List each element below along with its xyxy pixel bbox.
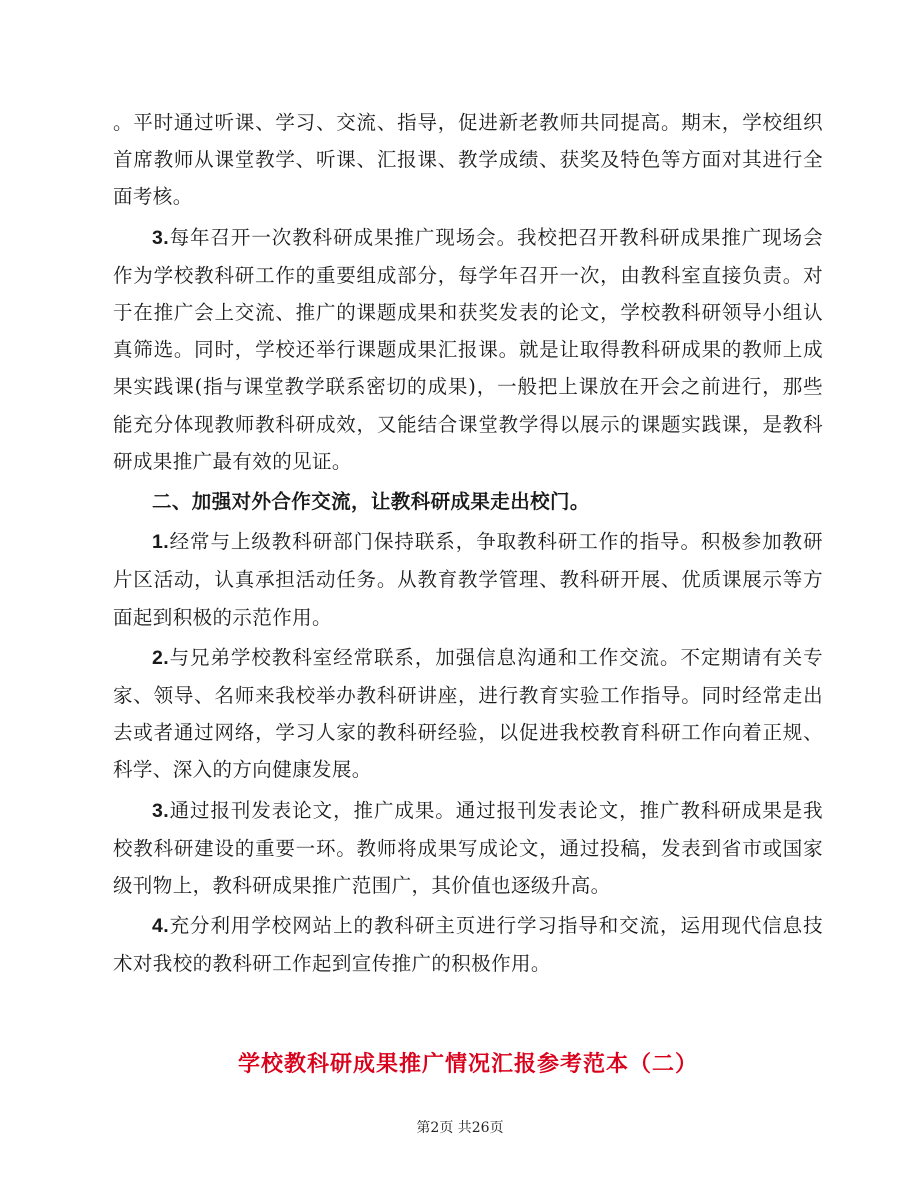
item-number: 2. — [152, 646, 170, 669]
paragraph-text: 。平时通过听课、学习、交流、指导，促进新老教师共同提高。期末，学校组织首席教师从课堂教学、听课、汇报课、教学成绩、获奖及特色等方面对其进行全面考核。 — [113, 111, 823, 209]
paragraph-text: 经常与上级教科研部门保持联系，争取教科研工作的指导。积极参加教研片区活动，认真承担活动任务。从教育教学管理、教科研开展、优质课展示等方面起到积极的示范作用。 — [113, 530, 823, 629]
paragraph-item-4-website — [113, 907, 823, 982]
paragraph-item-3-publishing — [113, 792, 823, 905]
paragraph-text: 充分利用学校网站上的教科研主页进行学习指导和交流，运用现代信息技术对我校的教科研工作起到宣传推广的积极作用。 — [113, 914, 823, 976]
paragraph-text: 每年召开一次教科研成果推广现场会。我校把召开教科研成果推广现场会作为学校教科研工作的重要组成部分，每学年召开一次，由教科室直接负责。对于在推广会上交流、推广的课题成果和获奖发表的论文，学校教科研领导小组认真筛选。同时，学校还举行课题成果汇报课。就是让取得教科研成果的教师上成果实践课(指与课堂教学联系密切的成果)，一般把上课放在开会之前进行，那些能充分体现教师教科研成效，又能结合课堂教学得以展示的课题实践课，是教科研成果推广最有效的见证。 — [113, 225, 823, 473]
paragraph-text: 与兄弟学校教科室经常联系，加强信息沟通和工作交流。不定期请有关专家、领导、名师来我校举办教科研讲座，进行教育实验工作指导。同时经常走出去或者通过网络，学习人家的教科研经验，以促进我校教育科研工作向着正规、科学、深入的方向健康发展。 — [113, 645, 823, 782]
paragraph-continuation — [113, 104, 823, 216]
document-body — [113, 104, 823, 986]
section-heading-two — [113, 483, 823, 520]
paragraph-item-2-sibling-schools — [113, 639, 823, 789]
paragraph-text: 通过报刊发表论文，推广成果。通过报刊发表论文，推广教科研成果是我校教科研建设的重要一环。教师将成果写成论文，通过投稿，发表到省市或国家级刊物上，教科研成果推广范围广，其价值也逐级升高。 — [113, 798, 823, 898]
paragraph-item-1-contact — [113, 523, 823, 636]
page-number-footer: 第2页 共26页 — [416, 1120, 504, 1136]
item-number: 3. — [152, 799, 170, 822]
paragraph-item-3-field-meeting — [113, 219, 823, 480]
item-number: 4. — [152, 915, 170, 938]
heading-text: 二、加强对外合作交流，让教科研成果走出校门。 — [152, 490, 590, 514]
next-section-title: 学校教科研成果推广情况汇报参考范本（二） — [237, 1051, 698, 1077]
item-number: 3. — [152, 226, 170, 249]
item-number: 1. — [152, 531, 170, 554]
